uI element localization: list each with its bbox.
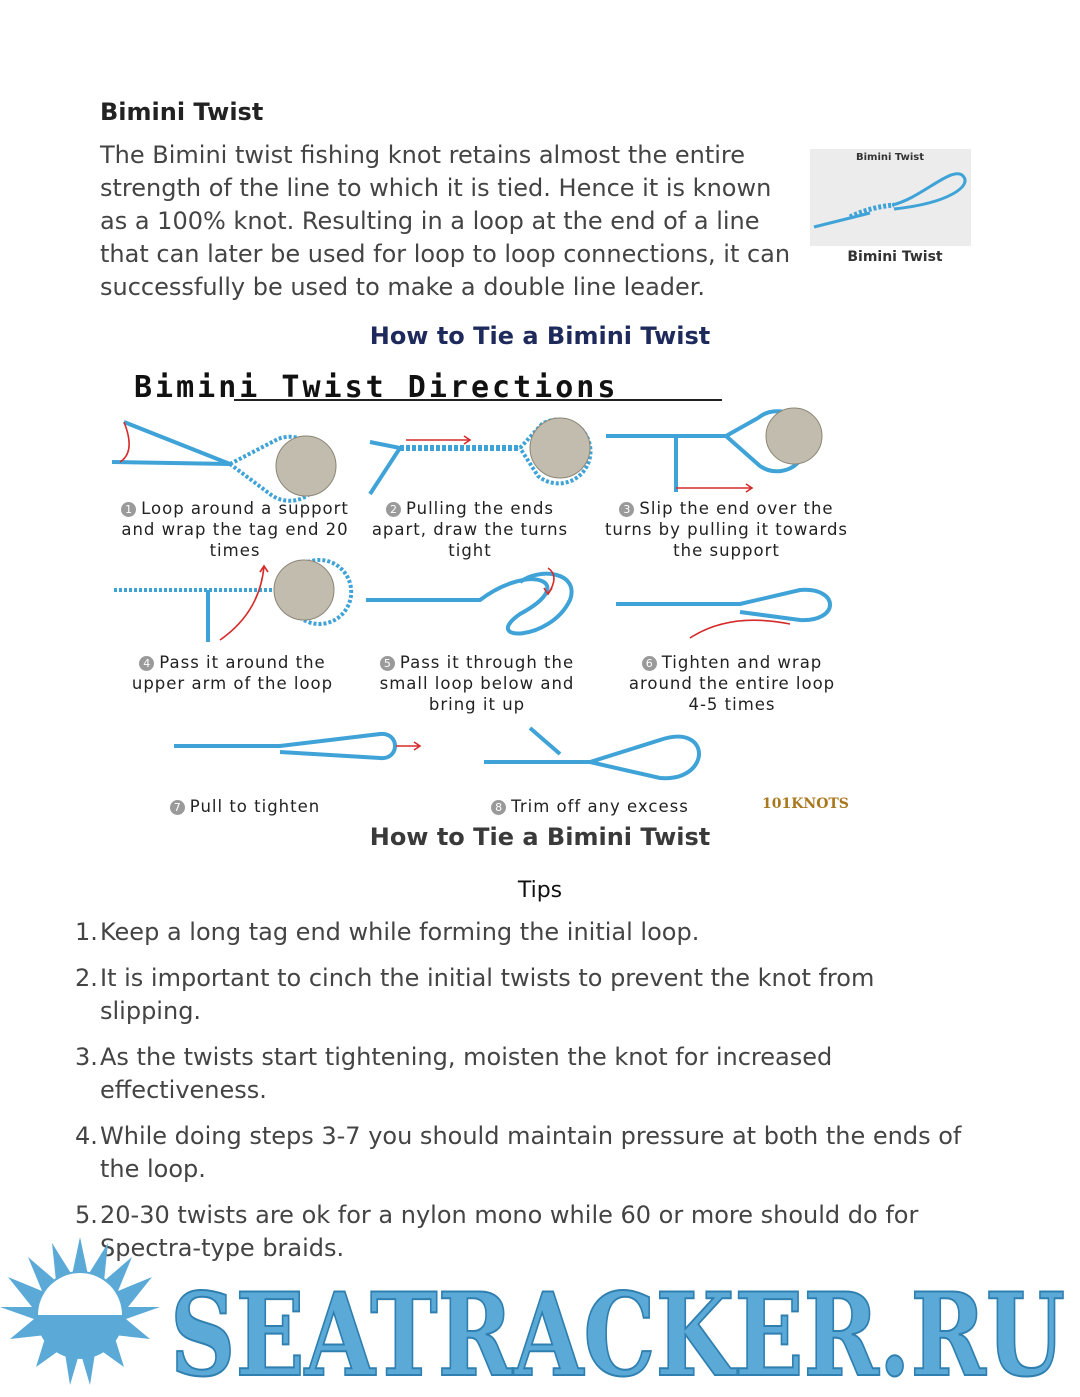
- section-heading: How to Tie a Bimini Twist: [369, 322, 711, 350]
- list-item: [70, 1120, 970, 1186]
- step-text-1: Loop around a support and wrap the tag end 20 times: [121, 499, 349, 560]
- thumbnail-caption: Bimini Twist: [847, 249, 943, 265]
- tip-text: 20-30 twists are ok for a nylon mono while 60 or more should do for Spectra-type braids.: [100, 1201, 919, 1262]
- list-item: [70, 1041, 970, 1107]
- bimini-diagram: [100, 362, 860, 822]
- step-caption-3: [604, 498, 849, 561]
- step-text-6: Tighten and wrap around the entire loop 4-5 times: [628, 653, 836, 714]
- tips-list: [70, 916, 970, 1278]
- tip-number: 3.: [75, 1043, 98, 1071]
- tip-text: While doing steps 3-7 you should maintain pressure at both the ends of the loop.: [100, 1122, 962, 1183]
- step-caption-1: [110, 498, 360, 561]
- step-caption-2: [370, 498, 570, 561]
- step-number-6: 6: [642, 656, 657, 671]
- step-caption-7: [150, 796, 340, 817]
- step-number-3: 3: [619, 502, 634, 517]
- tip-text: As the twists start tightening, moisten the knot for increased effectiveness.: [100, 1043, 833, 1104]
- thumbnail-image: [810, 149, 971, 246]
- figure-caption: How to Tie a Bimini Twist: [369, 823, 711, 851]
- brand-logo: 101KNOTS: [762, 796, 849, 812]
- article-title: Bimini Twist: [100, 98, 264, 126]
- tip-number: 1.: [75, 918, 98, 946]
- tips-title: Tips: [517, 878, 563, 903]
- step-text-4: Pass it around the upper arm of the loop: [131, 653, 334, 693]
- seatracker-watermark: [0, 1235, 1080, 1397]
- list-item: [70, 916, 970, 949]
- tip-number: 5.: [75, 1201, 98, 1229]
- step-number-7: 7: [170, 800, 185, 815]
- step-caption-4: [110, 652, 355, 694]
- step-caption-6: [622, 652, 842, 715]
- step-text-7: Pull to tighten: [189, 797, 321, 816]
- step-number-2: 2: [386, 502, 401, 517]
- tip-text: Keep a long tag end while forming the initial loop.: [100, 918, 700, 946]
- step-number-4: 4: [139, 656, 154, 671]
- watermark-text: SEATRACKER.RU: [170, 1268, 1065, 1397]
- diagram-title: Bimini Twist Directions: [134, 370, 619, 405]
- sun-icon: [0, 1237, 160, 1385]
- step-text-5: Pass it through the small loop below and bring it up: [379, 653, 575, 714]
- thumbnail-title: Bimini Twist: [855, 152, 925, 163]
- list-item: [70, 962, 970, 1028]
- tip-number: 2.: [75, 964, 98, 992]
- step-text-2: Pulling the ends apart, draw the turns tight: [371, 499, 569, 560]
- step-text-8: Trim off any excess: [511, 797, 689, 816]
- step-caption-5: [362, 652, 592, 715]
- step-text-3: Slip the end over the turns by pulling it towards the support: [604, 499, 849, 560]
- tip-number: 4.: [75, 1122, 98, 1150]
- step-number-1: 1: [121, 502, 136, 517]
- tip-text: It is important to cinch the initial twists to prevent the knot from slipping.: [100, 964, 875, 1025]
- step-caption-8: [470, 796, 710, 817]
- intro-paragraph: The Bimini twist fishing knot retains almost the entire strength of the line to which it is tied. Hence it is known as a 100% knot. Resulting in a loop at the end of a line that can later be used for loop to loop connections, it can successfully be used to make a double line leader.: [100, 141, 791, 301]
- step-number-8: 8: [491, 800, 506, 815]
- step-number-5: 5: [380, 656, 395, 671]
